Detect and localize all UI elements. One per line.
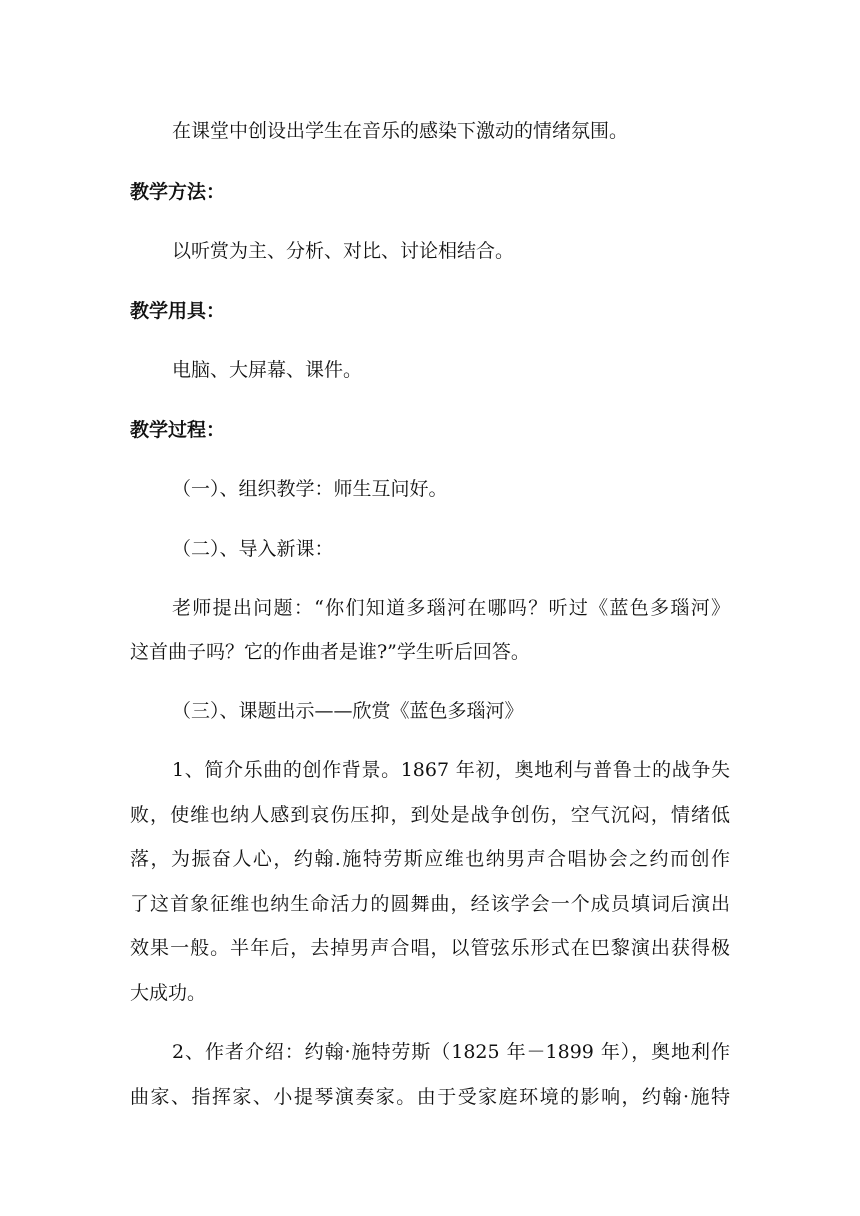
section-heading-tools: 教学用具： [130,300,226,322]
body-line: 落，为振奋人心，约翰.施特劳斯应维也纳男声合唱协会之约而创作 [130,848,730,870]
body-paragraph: 在课堂中创设出学生在音乐的感染下激动的情绪氛围。 [172,120,629,142]
section-heading-method: 教学方法： [130,181,226,203]
step-item: （二）、导入新课： [172,538,334,560]
body-line: 了这首象征维也纳生命活力的圆舞曲，经该学会一个成员填词后演出 [130,893,730,915]
body-line: 曲家、指挥家、小提琴演奏家。由于受家庭环境的影响，约翰·施特 [130,1086,730,1108]
body-line: 2、作者介绍：约翰·施特劳斯（1825 年－1899 年），奥地利作 [172,1041,730,1063]
body-paragraph: 以听赏为主、分析、对比、讨论相结合。 [172,240,515,262]
body-paragraph: 电脑、大屏幕、课件。 [172,359,363,381]
section-heading-process: 教学过程： [130,419,226,441]
body-line: 大成功。 [130,982,207,1004]
body-line: 败，使维也纳人感到哀伤压抑，到处是战争创伤，空气沉闷，情绪低 [130,804,730,826]
body-line: 老师提出问题：“你们知道多瑙河在哪吗？听过《蓝色多瑙河》 [172,597,730,619]
body-line: 这首曲子吗？它的作曲者是谁?”学生听后回答。 [130,641,530,663]
body-line: 1、简介乐曲的创作背景。1867 年初，奥地利与普鲁士的战争失 [172,759,730,781]
step-item: （三）、课题出示——欣赏《蓝色多瑙河》 [172,700,524,722]
step-item: （一）、组织教学：师生互问好。 [172,478,448,500]
body-line: 效果一般。半年后，去掉男声合唱，以管弦乐形式在巴黎演出获得极 [130,937,730,959]
